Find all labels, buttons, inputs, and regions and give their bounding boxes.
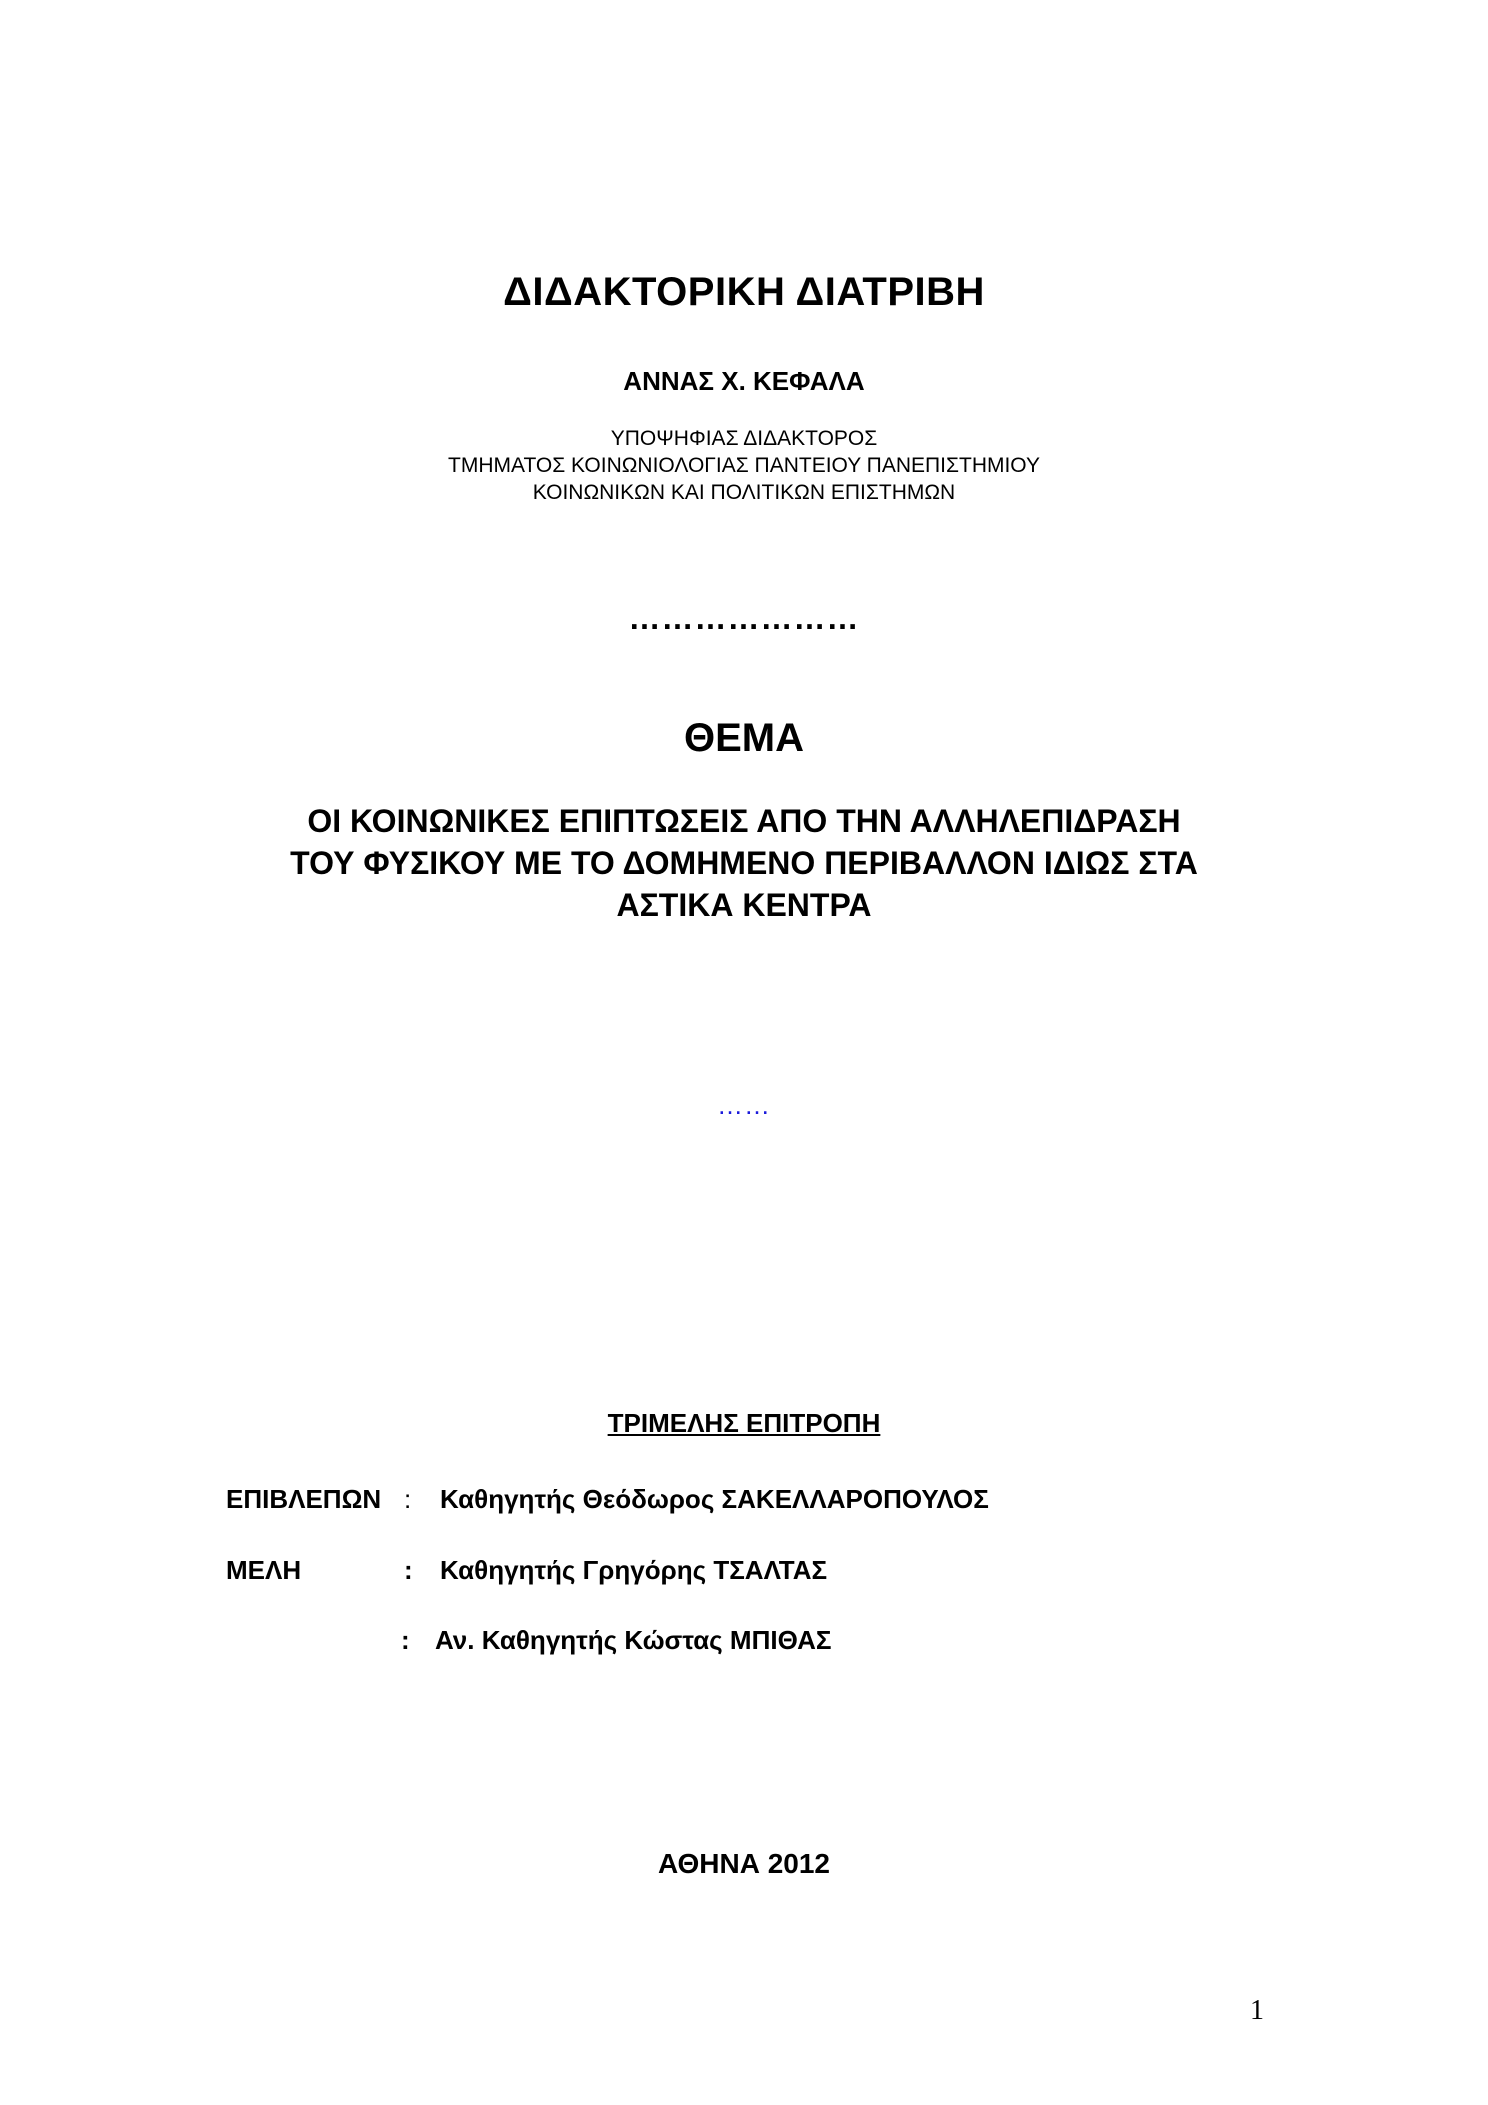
supervisor-colon: : [404,1484,412,1514]
theme-label: ΘΕΜΑ [684,716,804,760]
author-name: ΑΝΝΑΣ Χ. ΚΕΦΑΛΑ [623,366,865,396]
supervisor-row [226,1484,989,1515]
blue-dotted-separator: …… [717,1090,771,1120]
member-name: Αν. Καθηγητής Κώστας ΜΠΙΘΑΣ [435,1625,832,1655]
affiliation-line: ΤΜΗΜΑΤΟΣ ΚΟΙΝΩΝΙΟΛΟΓΙΑΣ ΠΑΝΤΕΙΟΥ ΠΑΝΕΠΙΣΤΗΜΙΟΥ [448,454,1040,477]
document-type-heading: ΔΙΔΑΚΤΟΡΙΚΗ ΔΙΑΤΡΙΒΗ [503,270,985,314]
affiliation-line: ΥΠΟΨΗΦΙΑΣ ΔΙΔΑΚΤΟΡΟΣ [610,427,878,450]
members-label: ΜΕΛΗ [226,1555,302,1585]
member-row [226,1555,828,1586]
supervisor-name: Καθηγητής Θεόδωρος ΣΑΚΕΛΛΑΡΟΠΟΥΛΟΣ [440,1484,989,1514]
place-and-year: ΑΘΗΝΑ 2012 [658,1848,830,1879]
members-colon: : [404,1555,413,1585]
supervisor-label: ΕΠΙΒΛΕΠΩΝ [226,1484,382,1514]
members-colon: : [401,1625,410,1655]
thesis-title-line: ΑΣΤΙΚΑ ΚΕΝΤΡΑ [616,887,872,923]
thesis-title-line: ΤΟΥ ΦΥΣΙΚΟΥ ΜΕ ΤΟ ΔΟΜΗΜΕΝΟ ΠΕΡΙΒΑΛΛΟΝ ΙΔΙΩΣ ΣΤΑ [290,845,1198,881]
affiliation-line: ΚΟΙΝΩΝΙΚΩΝ ΚΑΙ ΠΟΛΙΤΙΚΩΝ ΕΠΙΣΤΗΜΩΝ [532,481,956,504]
thesis-title-line: ΟΙ ΚΟΙΝΩΝΙΚΕΣ ΕΠΙΠΤΩΣΕΙΣ ΑΠΟ ΤΗΝ ΑΛΛΗΛΕΠΙΔΡΑΣΗ [307,803,1181,839]
member-name: Καθηγητής Γρηγόρης ΤΣΑΛΤΑΣ [440,1555,828,1585]
page-number: 1 [1250,1995,1264,2026]
dotted-separator: ………………… [628,600,860,636]
committee-heading: ΤΡΙΜΕΛΗΣ ΕΠΙΤΡΟΠΗ [607,1408,881,1438]
